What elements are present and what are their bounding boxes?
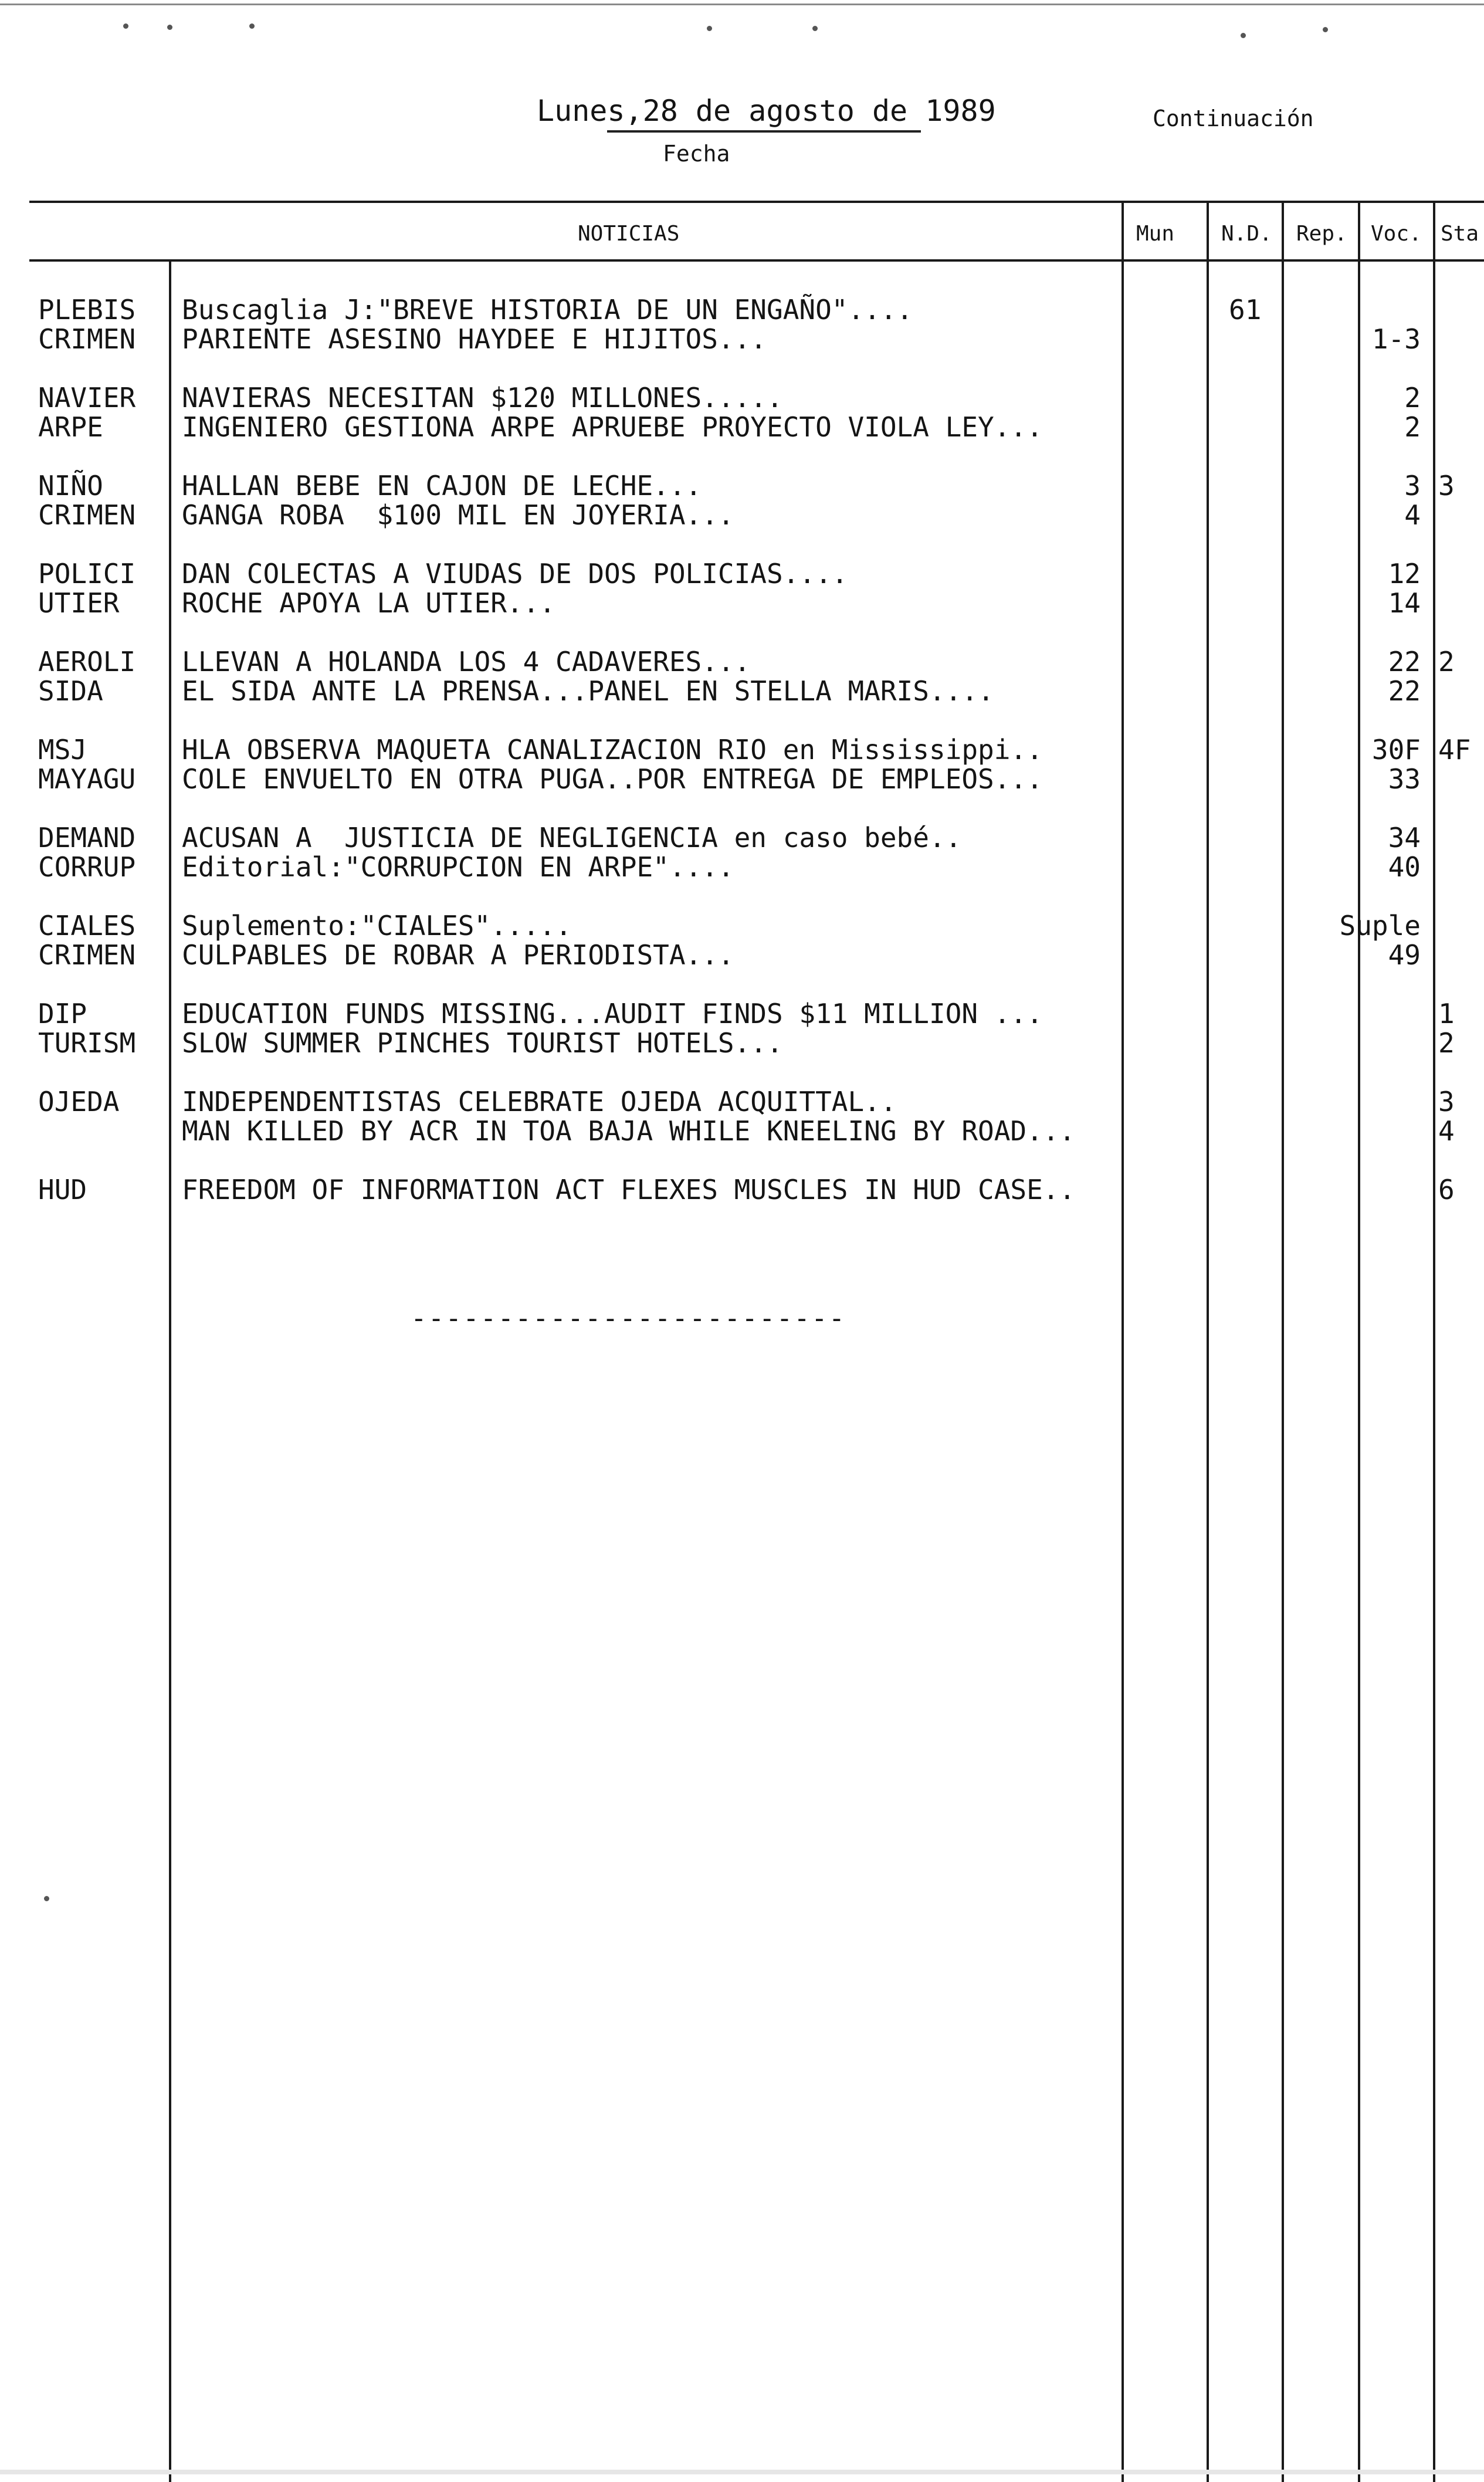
headline: ACUSAN A JUSTICIA DE NEGLIGENCIA en caso bebé.. [182, 822, 962, 854]
category-label: CRIMEN [38, 939, 136, 971]
sta-page: 2 [1438, 1027, 1455, 1059]
speck [707, 26, 712, 31]
headline: HLA OBSERVA MAQUETA CANALIZACION RIO en Mississippi.. [182, 734, 1043, 766]
speck [44, 1896, 49, 1901]
headline: CULPABLES DE ROBAR A PERIODISTA... [182, 939, 734, 971]
headline: INGENIERO GESTIONA ARPE APRUEBE PROYECTO VIOLA LEY... [182, 411, 1043, 443]
headline: FREEDOM OF INFORMATION ACT FLEXES MUSCLES IN HUD CASE.. [182, 1174, 1076, 1206]
continuation-label: Continuación [1153, 106, 1314, 131]
mun-column-divider [1122, 201, 1124, 2482]
headline: GANGA ROBA $100 MIL EN JOYERIA... [182, 499, 734, 531]
category-label: POLICI [38, 558, 136, 590]
headline: PARIENTE ASESINO HAYDEE E HIJITOS... [182, 323, 767, 355]
voc-page: 33 [1388, 763, 1421, 795]
category-label: PLEBIS [38, 294, 136, 326]
nd-page: 61 [1229, 294, 1262, 326]
voc-column-divider [1358, 201, 1360, 2482]
column-header-sta: Sta [1441, 222, 1479, 246]
category-label: OJEDA [38, 1086, 120, 1118]
date-underline [607, 130, 921, 133]
voc-page: 3 [1404, 470, 1421, 502]
date-label: Fecha [663, 141, 730, 167]
voc-page: 2 [1404, 411, 1421, 443]
category-label: CIALES [38, 910, 136, 942]
headline: EL SIDA ANTE LA PRENSA...PANEL EN STELLA MARIS.... [182, 675, 994, 707]
voc-page: 14 [1388, 587, 1421, 619]
category-label: CRIMEN [38, 323, 136, 355]
headline: Suplemento:"CIALES"..... [182, 910, 572, 942]
bottom-edge-rule [0, 2470, 1484, 2474]
rep-column-divider [1282, 201, 1284, 2482]
nd-column-divider [1207, 201, 1209, 2482]
category-label: DEMAND [38, 822, 136, 854]
end-separator: ------------------------- [411, 1302, 846, 1334]
speck [123, 23, 128, 29]
speck [1323, 27, 1328, 32]
headline: NAVIERAS NECESITAN $120 MILLONES..... [182, 382, 783, 414]
headline: MAN KILLED BY ACR IN TOA BAJA WHILE KNEELING BY ROAD... [182, 1115, 1076, 1147]
category-label: HUD [38, 1174, 87, 1206]
sta-page: 3 [1438, 1086, 1455, 1118]
sta-page: 4 [1438, 1115, 1455, 1147]
column-header-noticias: NOTICIAS [578, 222, 680, 246]
headline: INDEPENDENTISTAS CELEBRATE OJEDA ACQUITTAL.. [182, 1086, 897, 1118]
category-label: DIP [38, 998, 87, 1030]
category-label: UTIER [38, 587, 120, 619]
voc-page: 2 [1404, 382, 1421, 414]
column-header-mun: Mun [1136, 222, 1175, 246]
voc-page: 30F [1371, 734, 1421, 766]
voc-page: Suple [1339, 910, 1421, 942]
speck [1241, 33, 1246, 38]
sta-page: 3 [1438, 470, 1455, 502]
voc-page: 12 [1388, 558, 1421, 590]
speck [812, 26, 818, 31]
voc-page: 1-3 [1371, 323, 1421, 355]
category-label: MAYAGU [38, 763, 136, 795]
sta-page: 6 [1438, 1174, 1455, 1206]
column-header-rep: Rep. [1296, 222, 1347, 246]
voc-page: 40 [1388, 851, 1421, 883]
category-column-divider [169, 259, 171, 2482]
voc-page: 22 [1388, 675, 1421, 707]
category-label: CRIMEN [38, 499, 136, 531]
headline: EDUCATION FUNDS MISSING...AUDIT FINDS $11 MILLION ... [182, 998, 1043, 1030]
speck [167, 25, 172, 30]
category-label: MSJ [38, 734, 87, 766]
headline: Buscaglia J:"BREVE HISTORIA DE UN ENGAÑO".... [182, 294, 913, 326]
top-edge-rule [0, 4, 1484, 5]
category-label: SIDA [38, 675, 103, 707]
voc-page: 4 [1404, 499, 1421, 531]
headline: COLE ENVUELTO EN OTRA PUGA..POR ENTREGA DE EMPLEOS... [182, 763, 1043, 795]
sta-column-divider [1433, 201, 1435, 2482]
voc-page: 34 [1388, 822, 1421, 854]
column-header-nd: N.D. [1221, 222, 1272, 246]
date-text: Lunes,28 de agosto de 1989 [537, 94, 996, 128]
category-label: ARPE [38, 411, 103, 443]
sta-page: 4F [1438, 734, 1471, 766]
table-top-rule [29, 201, 1484, 203]
sta-page: 2 [1438, 646, 1455, 678]
category-label: NAVIER [38, 382, 136, 414]
voc-page: 49 [1388, 939, 1421, 971]
sta-page: 1 [1438, 998, 1455, 1030]
headline: SLOW SUMMER PINCHES TOURIST HOTELS... [182, 1027, 783, 1059]
category-label: NIÑO [38, 470, 103, 502]
voc-page: 22 [1388, 646, 1421, 678]
category-label: AEROLI [38, 646, 136, 678]
headline: HALLAN BEBE EN CAJON DE LECHE... [182, 470, 702, 502]
category-label: CORRUP [38, 851, 136, 883]
headline: Editorial:"CORRUPCION EN ARPE".... [182, 851, 734, 883]
headline: DAN COLECTAS A VIUDAS DE DOS POLICIAS.... [182, 558, 848, 590]
speck [249, 23, 255, 29]
category-label: TURISM [38, 1027, 136, 1059]
headline: LLEVAN A HOLANDA LOS 4 CADAVERES... [182, 646, 751, 678]
column-header-voc: Voc. [1371, 222, 1422, 246]
headline: ROCHE APOYA LA UTIER... [182, 587, 555, 619]
table-header-rule [29, 259, 1484, 262]
